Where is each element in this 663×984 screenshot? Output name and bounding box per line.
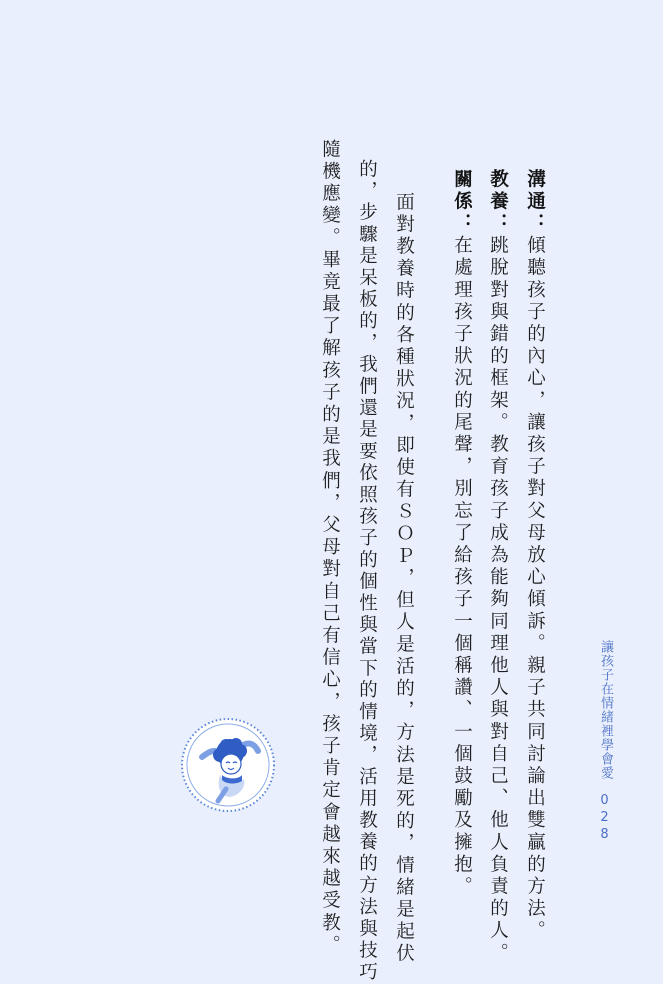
child-swimming-icon (180, 717, 276, 813)
paragraph-line-1: 面對教養時的各種狀況，即使有ＳＯＰ，但人是活的，方法是死的，情緒是起伏 (393, 192, 415, 966)
section-label: 溝通： (524, 169, 546, 236)
section-communication (525, 169, 544, 943)
section-text: 跳脫對與錯的框架。教育孩子成為能夠同理他人與對自己、他人負責的人。 (487, 235, 509, 965)
page-number: 028 (597, 793, 612, 844)
paragraph-line-3: 隨機應變。畢竟最了解孩子的是我們，父母對自己有信心，孩子肯定會越來越受教。 (319, 139, 341, 957)
section-parenting (488, 169, 507, 965)
section-text: 在處理孩子狀況的尾聲，別忘了給孩子一個稱讚、一個鼓勵及擁抱。 (451, 235, 473, 899)
book-title: 讓孩子在情緒裡學會愛 (598, 640, 613, 780)
section-relationship (452, 169, 471, 898)
section-text: 傾聽孩子的內心，讓孩子對父母放心傾訴。親子共同討論出雙贏的方法。 (524, 235, 546, 943)
section-label: 教養： (487, 169, 509, 236)
section-label: 關係： (451, 169, 473, 236)
paragraph-line-2: 的，步驟是呆板的，我們還是要依照孩子的個性與當下的情境，活用教養的方法與技巧 (356, 159, 378, 984)
